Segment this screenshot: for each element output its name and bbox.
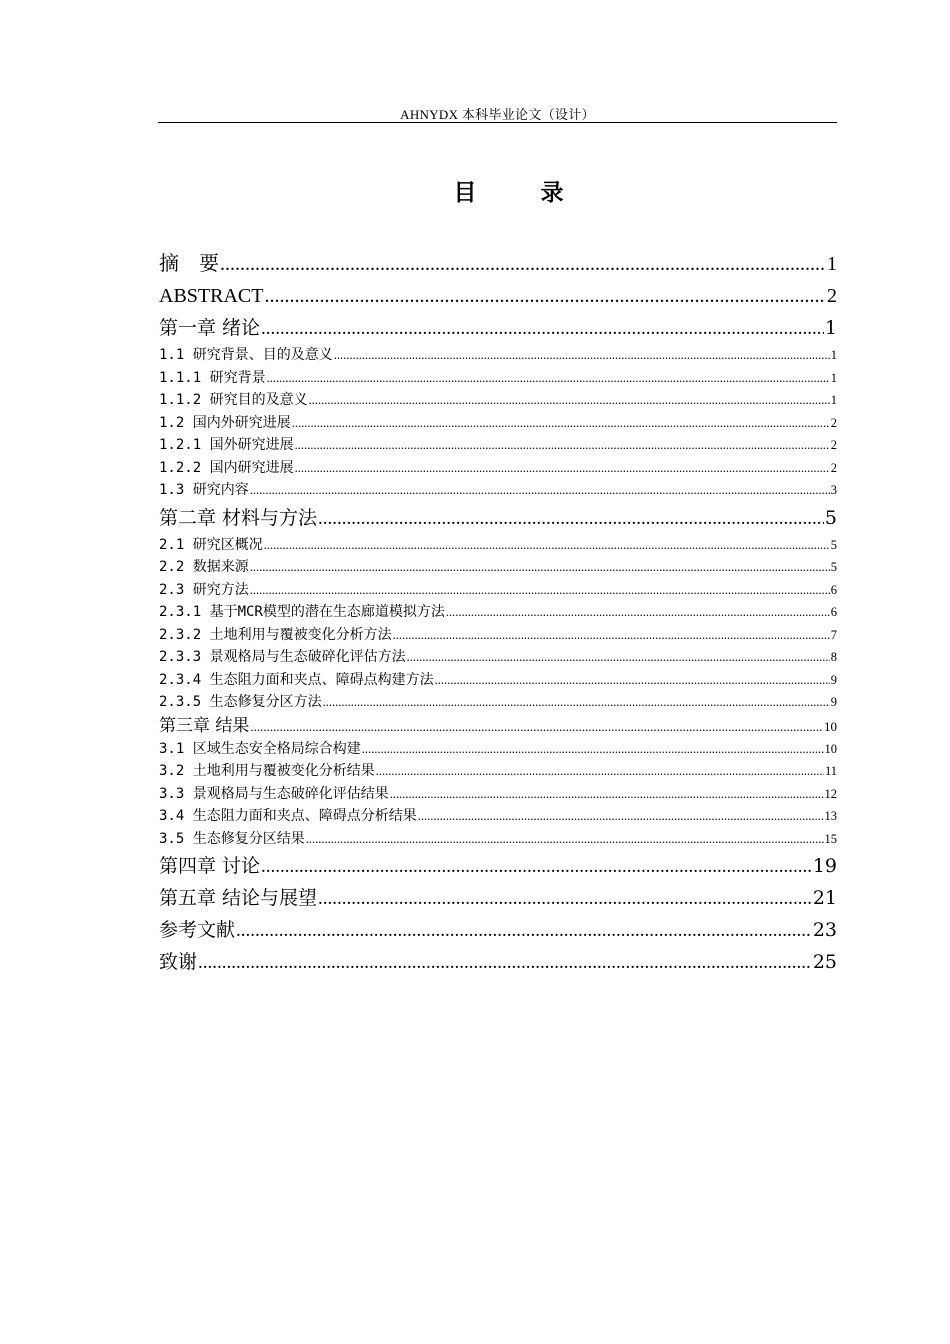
dot-leader <box>261 851 812 882</box>
toc-entry-page: 1 <box>830 393 837 407</box>
toc-entry-page: 15 <box>824 831 837 846</box>
toc-entry-label: 2.3.3 景观格局与生态破碎化评估方法 <box>159 649 406 665</box>
toc-entry-label: 1.2 国内外研究进展 <box>159 414 291 431</box>
toc-entry[interactable] <box>159 946 837 978</box>
toc-entry-page: 9 <box>830 695 837 709</box>
toc-entry[interactable] <box>159 760 837 783</box>
dot-leader <box>250 715 823 738</box>
dot-leader <box>261 313 824 344</box>
dot-leader <box>292 412 830 435</box>
toc-entry[interactable] <box>159 412 837 435</box>
toc-entry-page: 12 <box>824 786 837 801</box>
toc-entry-page: 2 <box>830 438 837 452</box>
dot-leader <box>323 691 830 714</box>
toc-entry[interactable] <box>159 914 837 946</box>
dot-leader <box>407 646 830 669</box>
toc-entry[interactable] <box>159 691 837 714</box>
toc-entry-page: 21 <box>812 887 837 909</box>
toc-entry-page: 2 <box>830 415 837 430</box>
toc-entry-page: 7 <box>830 627 837 642</box>
toc-entry-page: 19 <box>812 855 837 877</box>
toc-entry[interactable] <box>159 850 837 882</box>
toc-entry[interactable] <box>159 783 837 806</box>
dot-leader <box>393 624 830 647</box>
toc-entry-page: 25 <box>812 951 837 973</box>
dot-leader <box>295 457 830 480</box>
toc-entry-page: 2 <box>827 285 837 307</box>
toc-entry[interactable] <box>159 457 837 480</box>
toc-entry-page: 11 <box>824 764 837 778</box>
toc-entry-label: 2.3.2 土地利用与覆被变化分析方法 <box>159 626 392 643</box>
dot-leader <box>334 344 830 367</box>
toc-entry-page: 23 <box>812 919 837 941</box>
toc-entry[interactable] <box>159 280 837 312</box>
dot-leader <box>198 947 812 978</box>
toc-entry-page: 3 <box>830 483 837 497</box>
toc-entry-page: 2 <box>830 460 837 475</box>
dot-leader <box>306 828 824 851</box>
dot-leader <box>250 556 830 579</box>
toc-entry-label: 1.2.1 国外研究进展 <box>159 437 294 453</box>
toc-entry[interactable] <box>159 738 837 761</box>
toc-entry-page: 5 <box>830 560 837 574</box>
dot-leader <box>362 738 824 761</box>
toc-entry-label: 1.1.1 研究背景 <box>159 369 266 386</box>
toc-entry[interactable] <box>159 434 837 457</box>
dot-leader <box>418 805 824 828</box>
dot-leader <box>250 479 830 502</box>
toc-entry-label: 摘 要 <box>159 253 219 275</box>
toc-entry-label: 致谢 <box>159 951 198 973</box>
toc-entry-page: 5 <box>830 537 837 552</box>
dot-leader <box>390 783 824 806</box>
toc-entry-label: 2.3.4 生态阻力面和夹点、障碍点构建方法 <box>159 671 434 688</box>
toc-entry-page: 9 <box>830 672 837 687</box>
toc-entry-label: 1.2.2 国内研究进展 <box>159 459 294 476</box>
toc-entry[interactable] <box>159 389 837 412</box>
dot-leader <box>236 915 812 946</box>
dot-leader <box>267 367 830 390</box>
toc-entry-page: 13 <box>824 809 837 823</box>
toc-entry-page: 6 <box>830 605 837 619</box>
toc-entry-label: 2.1 研究区概况 <box>159 536 263 553</box>
toc-entry-label: 第三章 结果 <box>159 715 250 736</box>
toc-entry-label: 1.3 研究内容 <box>159 482 249 498</box>
toc-entry-label: 2.3.1 基于MCR模型的潜在生态廊道模拟方法 <box>159 604 445 620</box>
toc-entry[interactable] <box>159 579 837 602</box>
dot-leader <box>264 534 830 557</box>
toc-entry[interactable] <box>159 344 837 367</box>
dot-leader <box>309 389 830 412</box>
toc-entry-label: 参考文献 <box>159 919 236 941</box>
toc-entry-label: ABSTRACT <box>159 285 264 307</box>
toc-entry-page: 1 <box>824 317 837 339</box>
toc-entry-page: 6 <box>830 582 837 597</box>
toc-entry-label: 2.3.5 生态修复分区方法 <box>159 694 322 710</box>
toc-entry-label: 2.3 研究方法 <box>159 581 249 598</box>
dot-leader <box>376 760 824 783</box>
table-of-contents <box>159 248 837 978</box>
toc-entry-label: 3.4 生态阻力面和夹点、障碍点分析结果 <box>159 808 417 824</box>
dot-leader <box>220 248 826 280</box>
dot-leader <box>295 434 830 457</box>
toc-title: 目 录 <box>453 180 592 206</box>
toc-entry-label: 3.2 土地利用与覆被变化分析结果 <box>159 763 375 779</box>
dot-leader <box>318 503 824 534</box>
toc-entry-label: 3.5 生态修复分区结果 <box>159 830 305 847</box>
toc-entry[interactable] <box>159 714 837 738</box>
toc-entry[interactable] <box>159 805 837 828</box>
dot-leader <box>446 601 830 624</box>
toc-entry[interactable] <box>159 479 837 502</box>
toc-entry-page: 5 <box>824 506 837 529</box>
toc-entry[interactable] <box>159 601 837 624</box>
toc-entry-label: 2.2 数据来源 <box>159 559 249 575</box>
toc-entry-label: 第二章 材料与方法 <box>159 506 318 529</box>
dot-leader <box>435 669 830 692</box>
dot-leader <box>318 883 812 914</box>
toc-entry-label: 第四章 讨论 <box>159 855 261 877</box>
toc-entry-page: 8 <box>830 650 837 664</box>
toc-entry[interactable] <box>159 556 837 579</box>
toc-entry[interactable] <box>159 248 837 280</box>
toc-entry-label: 3.1 区域生态安全格局综合构建 <box>159 740 361 757</box>
toc-entry-page: 1 <box>830 348 837 362</box>
toc-entry[interactable] <box>159 624 837 647</box>
toc-entry-label: 1.1.2 研究目的及意义 <box>159 392 308 408</box>
toc-entry-page: 1 <box>830 370 837 385</box>
dot-leader <box>250 579 830 602</box>
toc-entry[interactable] <box>159 502 837 534</box>
toc-entry-label: 1.1 研究背景、目的及意义 <box>159 347 333 363</box>
page-header: AHNYDX 本科毕业论文（设计） <box>400 107 595 122</box>
toc-entry[interactable] <box>159 669 837 692</box>
toc-entry-page: 10 <box>824 741 837 756</box>
toc-entry-label: 第五章 结论与展望 <box>159 887 318 909</box>
toc-entry-page: 10 <box>824 718 837 734</box>
toc-entry-page: 1 <box>827 253 837 275</box>
toc-entry[interactable] <box>159 534 837 557</box>
toc-entry[interactable] <box>159 828 837 851</box>
toc-entry-label: 3.3 景观格局与生态破碎化评估结果 <box>159 785 389 802</box>
toc-entry[interactable] <box>159 646 837 669</box>
dot-leader <box>264 280 826 312</box>
header-divider <box>158 122 837 123</box>
toc-entry[interactable] <box>159 882 837 914</box>
toc-entry[interactable] <box>159 367 837 390</box>
toc-entry[interactable] <box>159 312 837 344</box>
toc-entry-label: 第一章 绪论 <box>159 317 261 339</box>
